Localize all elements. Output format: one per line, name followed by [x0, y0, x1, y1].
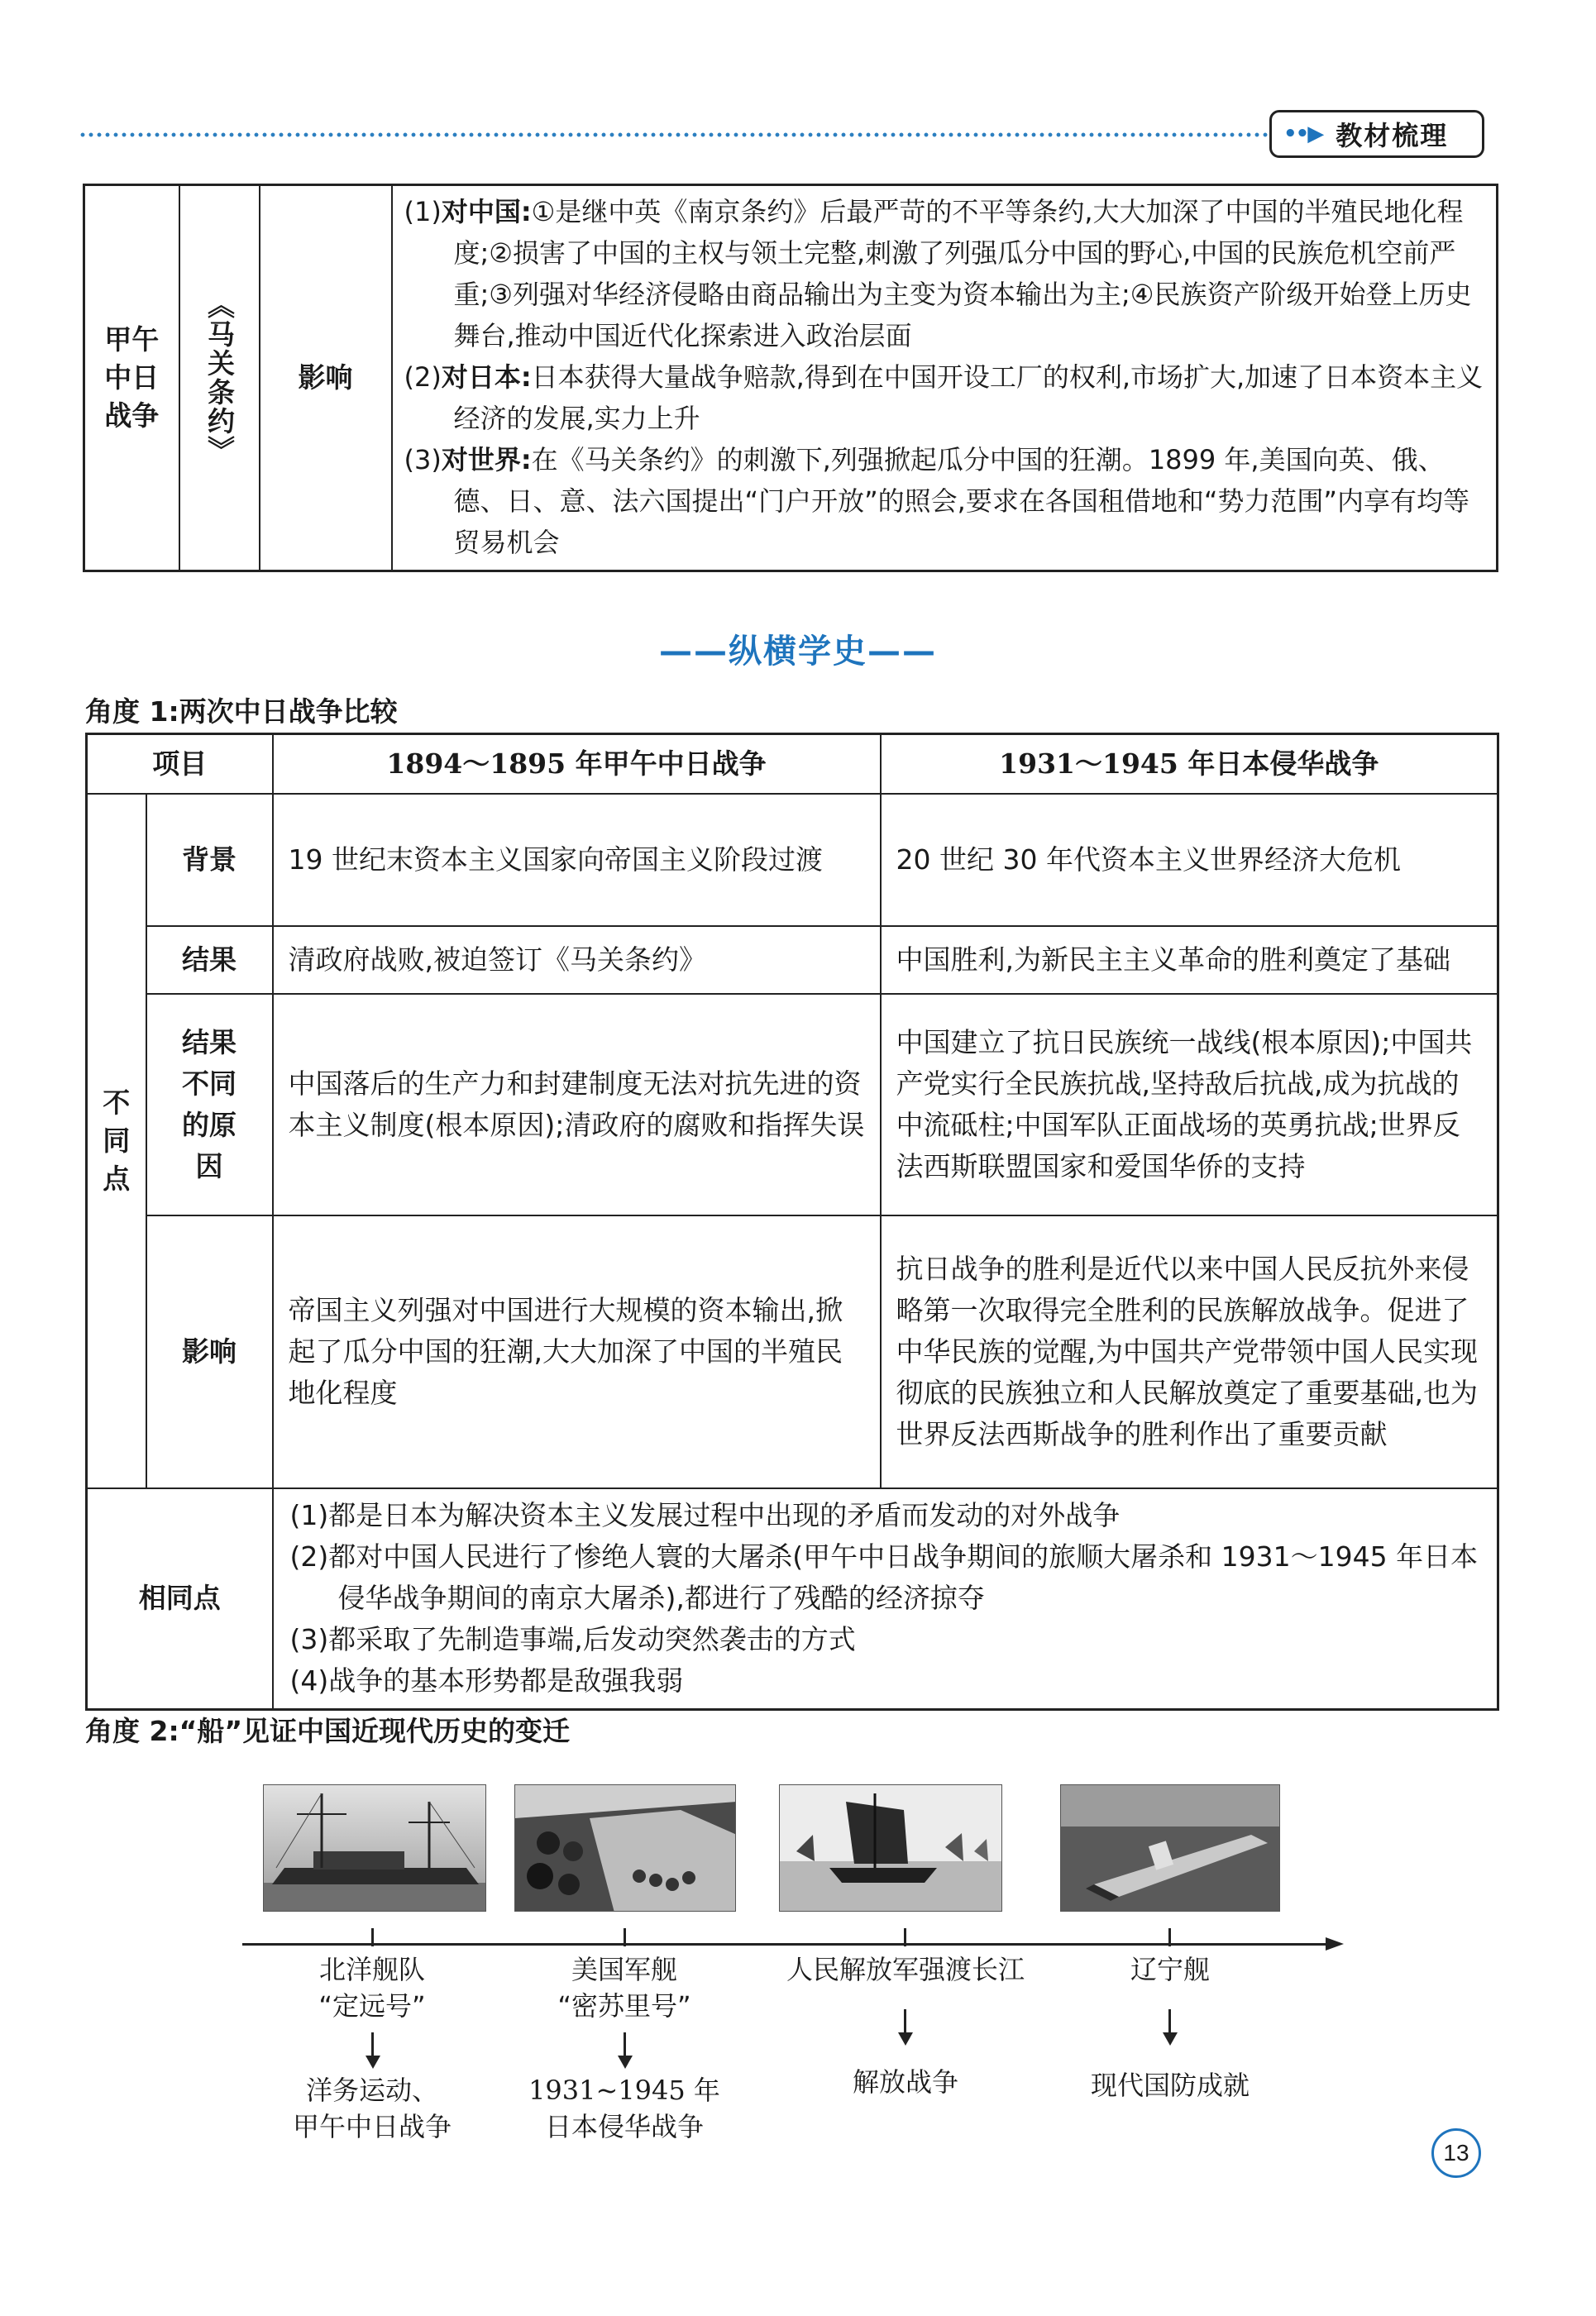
- ship-caption-3: [765, 1951, 1046, 1988]
- aspect-label: 影响: [298, 361, 353, 394]
- item-prefix: (2): [404, 361, 442, 393]
- ship-caption-4: [1046, 1951, 1294, 1988]
- ship-illustration: [1061, 1785, 1280, 1912]
- event-caption-4: [1046, 2067, 1294, 2104]
- event-line: 甲午中日战争: [292, 2111, 452, 2142]
- impact-item-japan: [404, 356, 1485, 439]
- ship-name: 辽宁舰: [1130, 1954, 1210, 1985]
- row-result-war2: 中国胜利,为新民主主义革命的胜利奠定了基础: [881, 926, 1498, 994]
- ship-caption-2: [500, 1951, 748, 2024]
- event-cell: [84, 185, 179, 571]
- timeline-axis: [242, 1943, 1326, 1946]
- treaty-label: 《马关条约》: [203, 291, 236, 465]
- event-label: 甲午中日战争: [104, 323, 160, 432]
- dingyuan-ship-photo: [263, 1784, 486, 1912]
- reason-label: 结果不同的原因: [182, 1025, 237, 1182]
- ship-name: 人民解放军强渡长江: [786, 1954, 1025, 1985]
- header-dotted-rule: [79, 132, 1269, 137]
- item-text: ①是继中英《南京条约》后最严苛的不平等条约,大大加深了中国的半殖民地化程度;②损害了中国的主权与领土完整,刺激了列强瓜分中国的野心,中国的民族危机空前严重;③列强对华经济侵略由商品输出为主变为资本输出为主;④民族资产阶级开始登上历史舞台,推动中国近代化探索进入政治层面: [453, 196, 1472, 351]
- same-item: (2)都对中国人民进行了惨绝人寰的大屠杀(甲午中日战争期间的旅顺大屠杀和 1931～1945 年日本侵华战争期间的南京大屠杀),都进行了残酷的经济掠夺: [289, 1540, 1479, 1615]
- row-label-impact: 影响: [146, 1215, 273, 1488]
- row-reason-war2: 中国建立了抗日民族统一战线(根本原因);中国共产党实行全民族抗战,坚持敌后抗战,成为抗战的中流砥柱;中国军队正面战场的英勇抗战;世界反法西斯联盟国家和爱国华侨的支持: [881, 994, 1498, 1215]
- double-arrow-icon: ••▶: [1283, 122, 1323, 146]
- item-label: 对中国: [441, 196, 521, 227]
- angle1-title: 角度 1:两次中日战争比较: [85, 695, 398, 728]
- war-comparison-table: [85, 733, 1499, 1711]
- section-title: ——纵横学史——: [659, 633, 937, 671]
- ship-illustration: [264, 1785, 486, 1912]
- ship-illustration: [780, 1785, 1002, 1912]
- treaty-cell: [179, 185, 260, 571]
- same-item: (4)战争的基本形势都是敌强我弱: [289, 1664, 684, 1698]
- timeline-tick: [371, 1928, 374, 1946]
- item-sep: :: [520, 444, 532, 475]
- liaoning-carrier-photo: [1060, 1784, 1280, 1912]
- impact-item-world: [404, 439, 1485, 563]
- diff-label: 不同点: [103, 1086, 131, 1195]
- aspect-cell: [260, 185, 392, 571]
- item-text: 日本获得大量战争赔款,得到在中国开设工厂的权利,市场扩大,加速了日本资本主义经济的发展,实力上升: [453, 361, 1484, 434]
- diff-cell: [87, 794, 146, 1488]
- item-prefix: (1): [404, 196, 442, 227]
- ship-name: 北洋舰队: [318, 1954, 425, 1985]
- ship-name-sub: “定远号”: [318, 1990, 426, 2022]
- ship-name-sub: “密苏里号”: [557, 1990, 691, 2022]
- row-impact-war1: 帝国主义列强对中国进行大规模的资本输出,掀起了瓜分中国的狂潮,大大加深了中国的半殖民地化程度: [273, 1215, 881, 1488]
- same-label: 相同点: [87, 1488, 273, 1710]
- row-result-war1: 清政府战败,被迫签订《马关条约》: [273, 926, 881, 994]
- yangtze-crossing-photo: [779, 1784, 1002, 1912]
- item-text: 在《马关条约》的刺激下,列强掀起瓜分中国的狂潮。1899 年,美国向英、俄、德、日、意、法六国提出“门户开放”的照会,要求在各国租借地和“势力范围”内享有均等贸易机会: [453, 444, 1469, 558]
- same-content: [273, 1488, 1498, 1710]
- timeline-tick: [1168, 1928, 1171, 1946]
- impact-item-china: [404, 191, 1485, 356]
- section-badge-title: 教材梳理: [1336, 120, 1449, 151]
- event-line: 现代国防成就: [1090, 2070, 1250, 2101]
- item-prefix: (3): [404, 444, 442, 475]
- row-label-reason: [146, 994, 273, 1215]
- header-war2: 1931～1945 年日本侵华战争: [881, 734, 1498, 794]
- same-item: (1)都是日本为解决资本主义发展过程中出现的矛盾而发动的对外战争: [289, 1499, 1121, 1532]
- row-background-war1: 19 世纪末资本主义国家向帝国主义阶段过渡: [273, 794, 881, 926]
- header-war1: 1894～1895 年甲午中日战争: [273, 734, 881, 794]
- angle2-title: 角度 2:“船”见证中国近现代历史的变迁: [85, 1715, 571, 1747]
- header-item: 项目: [87, 734, 273, 794]
- timeline-arrowhead: [1326, 1937, 1344, 1951]
- treaty-impact-table: [83, 184, 1498, 572]
- event-caption-2: [500, 2072, 748, 2145]
- row-background-war2: 20 世纪 30 年代资本主义世界经济大危机: [881, 794, 1498, 926]
- impact-content: [392, 185, 1498, 571]
- missouri-ship-photo: [514, 1784, 736, 1912]
- page-number: 13: [1431, 2128, 1481, 2178]
- event-line: 洋务运动、: [305, 2075, 438, 2106]
- event-caption-1: [248, 2072, 496, 2145]
- event-caption-3: [781, 2064, 1030, 2100]
- event-line: 日本侵华战争: [544, 2111, 704, 2142]
- same-item: (3)都采取了先制造事端,后发动突然袭击的方式: [289, 1623, 856, 1656]
- item-label: 对日本: [441, 361, 521, 393]
- ship-illustration: [515, 1785, 736, 1912]
- timeline-tick: [624, 1928, 626, 1946]
- item-sep: :: [520, 361, 532, 393]
- ship-name: 美国军舰: [571, 1954, 677, 1985]
- row-label-background: 背景: [146, 794, 273, 926]
- row-reason-war1: 中国落后的生产力和封建制度无法对抗先进的资本主义制度(根本原因);清政府的腐败和指挥失误: [273, 994, 881, 1215]
- timeline-tick: [904, 1928, 906, 1946]
- ship-caption-1: [248, 1951, 496, 2024]
- item-sep: :: [520, 196, 532, 227]
- row-label-result: 结果: [146, 926, 273, 994]
- event-line: 解放战争: [852, 2066, 958, 2098]
- section-badge: [1269, 110, 1484, 158]
- row-impact-war2: 抗日战争的胜利是近代以来中国人民反抗外来侵略第一次取得完全胜利的民族解放战争。促进了中华民族的觉醒,为中国共产党带领中国人民实现彻底的民族独立和人民解放奠定了重要基础,也为世界反法西斯战争的胜利作出了重要贡献: [881, 1215, 1498, 1488]
- event-line: 1931~1945 年: [528, 2075, 720, 2106]
- item-label: 对世界: [441, 444, 521, 475]
